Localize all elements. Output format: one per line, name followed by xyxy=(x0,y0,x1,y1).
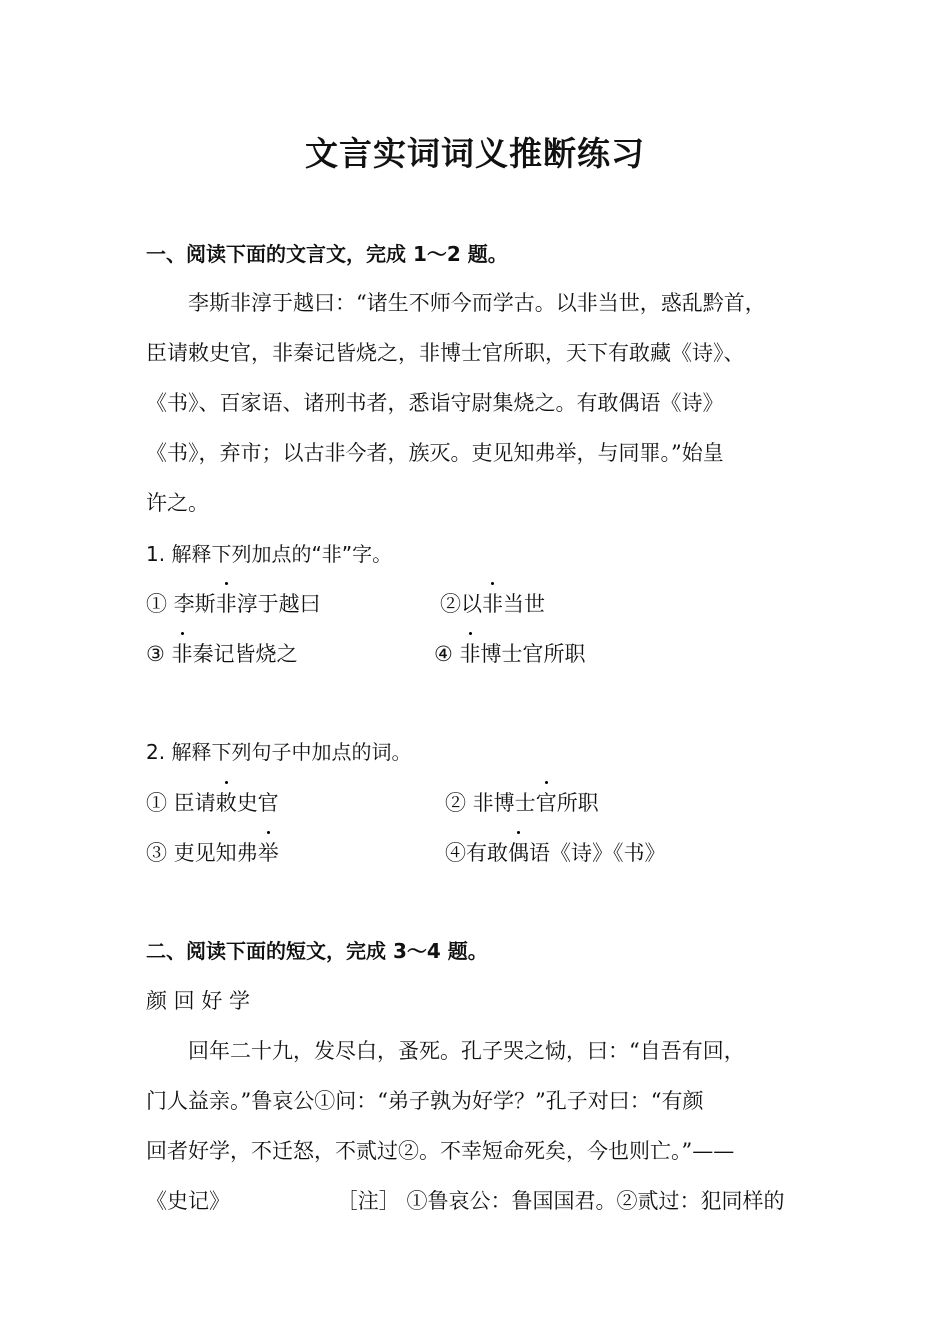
item-text: ②以 xyxy=(440,592,482,616)
question-2-item xyxy=(445,787,599,817)
dotted-char: 非 xyxy=(460,638,481,668)
item-text: ④有敢 xyxy=(445,841,508,865)
passage-1-line: 《书》、百家语、诸刑书者，悉诣守尉集烧之。有敢偶语《诗》 xyxy=(146,391,724,415)
dotted-char: 举 xyxy=(258,837,279,867)
item-text: ④ xyxy=(434,642,460,666)
question-1-item xyxy=(146,588,321,618)
dotted-char: 非 xyxy=(482,588,503,618)
item-text: ③ 吏见知弗 xyxy=(146,841,258,865)
question-1-item xyxy=(440,588,545,618)
passage-1-line: 李斯非淳于越曰：“诸生不师今而学古。以非当世，惑乱黔首， xyxy=(188,291,766,315)
item-text: 淳于越曰 xyxy=(236,592,321,616)
passage-1-line: 许之。 xyxy=(146,491,209,515)
passage-2-line: 《史记》 ［注］ ①鲁哀公：鲁国国君。②贰过：犯同样的 xyxy=(146,1189,785,1213)
passage-2-line: 回者好学，不迁怒，不贰过②。不幸短命死矣，今也则亡。”—— xyxy=(146,1139,735,1163)
section-1-heading: 一、阅读下面的文言文，完成 1～2 题。 xyxy=(146,242,508,266)
question-2-item xyxy=(146,787,279,817)
item-text: 所职 xyxy=(556,791,599,815)
dotted-char: 非 xyxy=(172,638,193,668)
item-text: ① 李斯 xyxy=(146,592,216,616)
passage-1-line: 《书》，弃市；以古非今者，族灭。吏见知弗举，与同罪。”始皇 xyxy=(146,441,724,465)
item-text: 当世 xyxy=(503,592,545,616)
passage-2-subtitle: 颜 回 好 学 xyxy=(146,989,251,1013)
dotted-char: 敕 xyxy=(216,787,237,817)
passage-1-line: 臣请敕史官，非秦记皆烧之，非博士官所职，天下有敢藏《诗》、 xyxy=(146,341,745,365)
question-2-item xyxy=(445,837,666,867)
section-2-heading: 二、阅读下面的短文，完成 3～4 题。 xyxy=(146,939,488,963)
item-text: 语《诗》《书》 xyxy=(529,841,666,865)
passage-2-line: 回年二十九，发尽白，蚤死。孔子哭之恸，曰：“自吾有回， xyxy=(188,1039,745,1063)
item-text: ① 臣请 xyxy=(146,791,216,815)
question-1-item xyxy=(434,638,586,668)
item-text: 史官 xyxy=(236,791,279,815)
item-text: ② 非博士 xyxy=(445,791,536,815)
dotted-char: 非 xyxy=(216,588,237,618)
item-text: 秦记皆烧之 xyxy=(192,642,298,666)
item-text: 博士官所职 xyxy=(480,642,586,666)
passage-2-line: 门人益亲。”鲁哀公①问：“弟子孰为好学？”孔子对曰：“有颜 xyxy=(146,1089,704,1113)
dotted-char: 官 xyxy=(536,787,557,817)
question-1-prompt: 1. 解释下列加点的“非”字。 xyxy=(146,542,393,566)
page-title: 文言实词词义推断练习 xyxy=(305,134,645,173)
question-2-prompt: 2. 解释下列句子中加点的词。 xyxy=(146,740,412,764)
question-2-item xyxy=(146,837,279,867)
question-1-item xyxy=(146,638,298,668)
dotted-char: 偶 xyxy=(508,837,529,867)
item-text: ③ xyxy=(146,642,172,666)
